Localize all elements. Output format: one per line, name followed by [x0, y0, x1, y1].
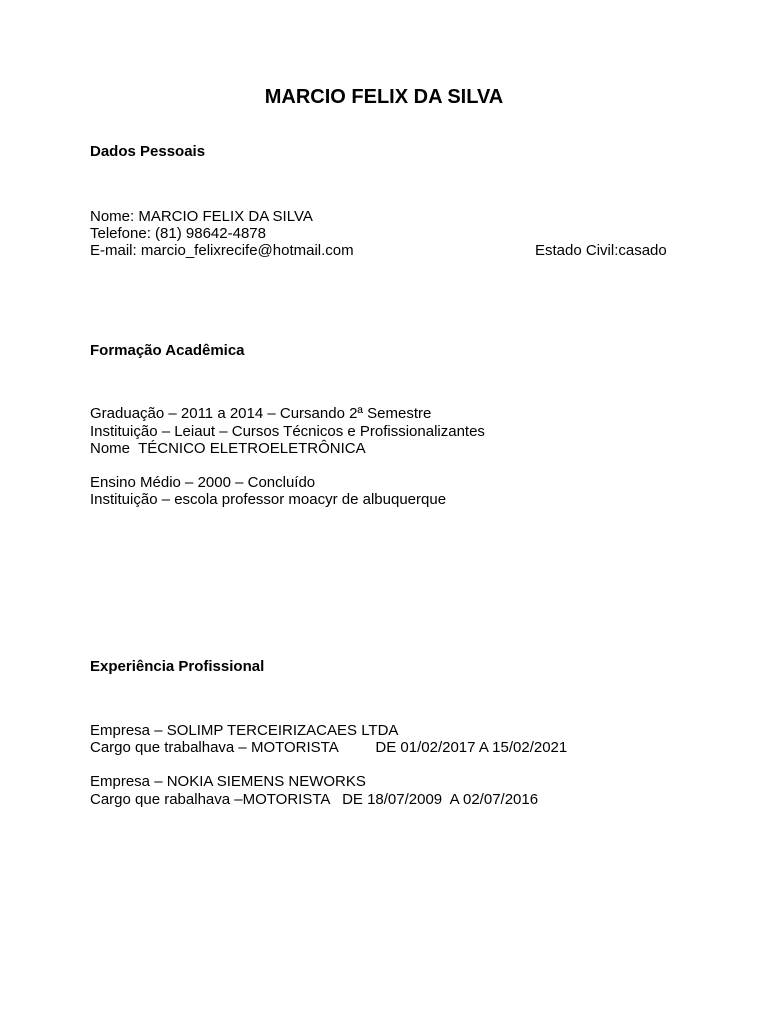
section-heading-personal: Dados Pessoais [90, 143, 206, 160]
job-line-2: Cargo que rabalhava –MOTORISTA DE 18/07/2009 A 02/07/2016 [90, 791, 539, 808]
high-school-line: Ensino Médio – 2000 – Concluído [90, 474, 316, 491]
company-line-2: Empresa – NOKIA SIEMENS NEWORKS [90, 773, 366, 790]
phone-line: Telefone: (81) 98642-4878 [90, 225, 266, 242]
institution-line-1: Instituição – Leiaut – Cursos Técnicos e Profissionalizantes [90, 423, 485, 440]
job-line-1: Cargo que trabalhava – MOTORISTA DE 01/02/2017 A 15/02/2021 [90, 739, 568, 756]
email-line: E-mail: marcio_felixrecife@hotmail.com [90, 242, 354, 259]
page-title: MARCIO FELIX DA SILVA [264, 86, 504, 108]
section-heading-education: Formação Acadêmica [90, 342, 245, 359]
company-line-1: Empresa – SOLIMP TERCEIRIZACAES LTDA [90, 722, 399, 739]
institution-line-2: Instituição – escola professor moacyr de albuquerque [90, 491, 447, 508]
name-line: Nome: MARCIO FELIX DA SILVA [90, 208, 313, 225]
graduation-line: Graduação – 2011 a 2014 – Cursando 2ª Semestre [90, 405, 432, 422]
section-heading-experience: Experiência Profissional [90, 658, 265, 675]
course-name-line: Nome TÉCNICO ELETROELETRÔNICA [90, 440, 366, 457]
marital-status: Estado Civil:casado [535, 242, 667, 259]
